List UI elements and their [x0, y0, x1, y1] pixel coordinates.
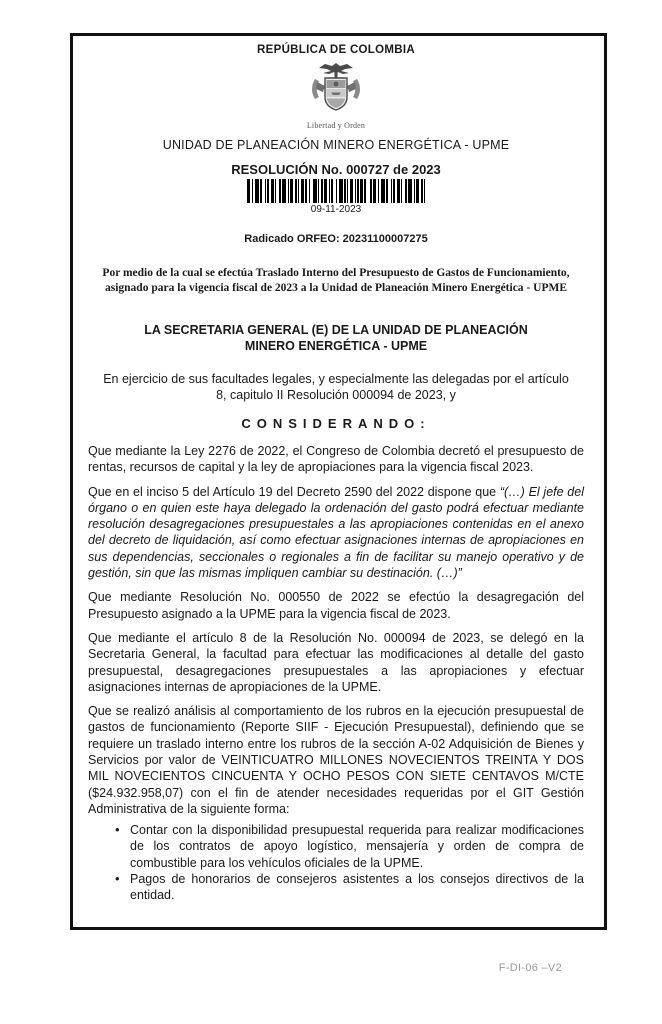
consideration-paragraph: Que mediante el artículo 8 de la Resolución No. 000094 de 2023, se delegó en la Secretaria General, la facultad para efectuar las modificaciones al detalle del gasto presupuestal, desagregaciones presupuestales a las apropiaciones y efectuar asignaciones internas de apropiaciones de la UPME. [88, 630, 584, 694]
barcode-date: 09-11-2023 [310, 204, 362, 215]
resolution-subject: Por medio de la cual se efectúa Traslado Interno del Presupuesto de Gastos de Funcionamiento, asignado para la vigencia fiscal de 2023 a la Unidad de Planeación Minero Energética - UPME [102, 267, 570, 294]
issuer-heading: LA SECRETARIA GENERAL (E) DE LA UNIDAD DE PLANEACIÓN MINERO ENERGÉTICA - UPME [144, 323, 528, 353]
needs-list [88, 822, 584, 903]
colombia-coat-of-arms-icon [305, 59, 367, 121]
list-item: • Pagos de honorarios de consejeros asistentes a los consejos directivos de la entidad. [115, 871, 584, 903]
document-border-frame [70, 33, 607, 930]
consideration-paragraph: Que mediante Resolución No. 000550 de 2022 se efectúo la desagregación del Presupuesto asignado a la UPME para la vigencia fiscal de 2023. [88, 590, 584, 621]
entity-name: UNIDAD DE PLANEACIÓN MINERO ENERGÉTICA - UPME [162, 138, 510, 152]
coat-of-arms [88, 59, 584, 131]
paragraph-lead: Que en el inciso 5 del Artículo 19 del Decreto 2590 del 2022 dispone que [88, 484, 497, 499]
list-item: • Contar con la disponibilidad presupuestal requerida para realizar modificaciones de los contratos de apoyo logístico, mensajería y orden de compra de combustible para los vehículos oficiales de la UPME. [115, 822, 584, 871]
resolution-title: RESOLUCIÓN No. 000727 de 2023 [231, 162, 441, 177]
considering-heading: CONSIDERANDO: [241, 416, 431, 431]
form-code-footer: F-DI-06 –V2 [498, 962, 562, 974]
republic-heading: REPÚBLICA DE COLOMBIA [257, 44, 415, 56]
consideration-paragraph: Que se realizó análisis al comportamiento de los rubros en la ejecución presupuestal de gastos de funcionamiento (Reporte SIIF - Ejecución Presupuestal), definiendo que se requiere un traslado interno entre los rubros de la sección A-02 Adquisición de Bienes y Servicios por valor de VEINTICUATRO MILLONES NOVECIENTOS TREINTA Y DOS MIL NOVECIENTOS CINCUENTA Y OCHO PESOS CON SIETE CENTAVOS M/CTE ($24.932.958,07) con el fin de atender necesidades requeridas por el GIT Gestión Administrativa de la siguiente forma: [88, 704, 584, 816]
powers-clause: En ejercicio de sus facultades legales, y especialmente las delegadas por el artículo 8, capitulo II Resolución 000094 de 2023, y [103, 372, 569, 402]
barcode [247, 179, 425, 203]
radicado-number: Radicado ORFEO: 20231100007275 [244, 233, 428, 245]
coat-of-arms-motto: Libertad y Orden [306, 121, 366, 130]
consideration-paragraph [88, 484, 584, 582]
consideration-paragraph: Que mediante la Ley 2276 de 2022, el Congreso de Colombia decretó el presupuesto de rentas, recursos de capital y la ley de apropiaciones para la vigencia fiscal 2023. [88, 444, 584, 475]
legal-quote: “(…) El jefe del órgano o en quien este haya delegado la ordenación del gasto podrá efectuar mediante resolución desagregaciones presupuestales a las apropiaciones contenidas en el anexo del decreto de liquidación, así como efectuar asignaciones internas de apropiaciones en sus dependencias, seccionales o regionales a fin de facilitar su manejo operativo y de gestión, sin que las mismas impliquen cambiar su destinación. (…)” [88, 484, 584, 581]
